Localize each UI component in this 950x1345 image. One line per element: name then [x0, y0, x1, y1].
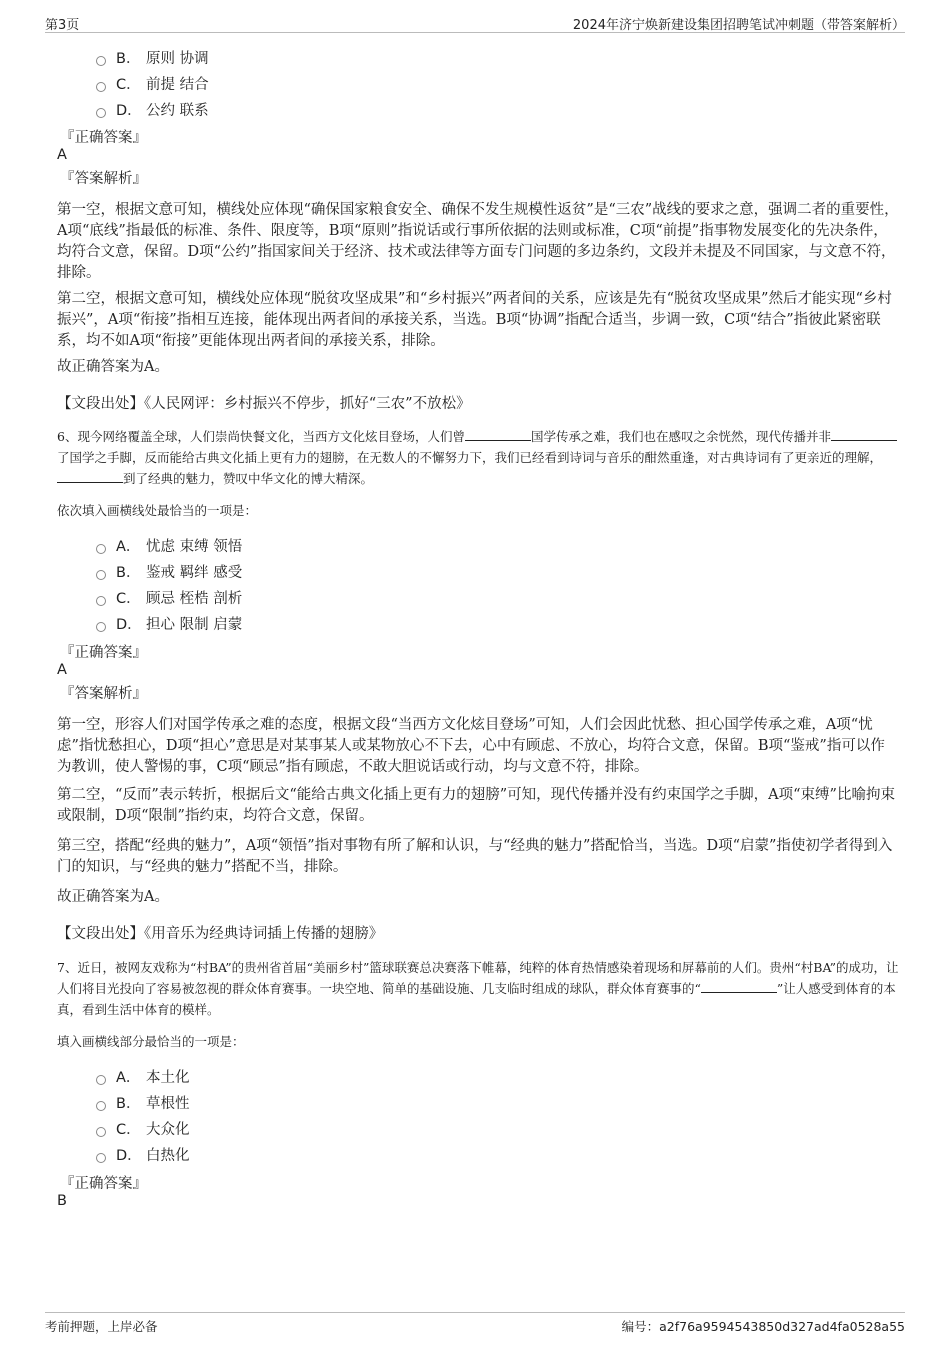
q6-option-d[interactable]: D． 担心 限制 启蒙 [96, 613, 242, 633]
blank-3 [57, 469, 123, 483]
q6-analysis-para-4: 故正确答案为A。 [57, 889, 169, 905]
q6-prompt: 依次填入画横线处最恰当的一项是： [57, 503, 258, 518]
q7-answer: B [57, 1193, 67, 1209]
q7-correct-label: 『正确答案』 [60, 1176, 147, 1192]
q6-correct-label: 『正确答案』 [60, 645, 147, 661]
q6-stem: 6、现今网络覆盖全球，人们崇尚快餐文化，当西方文化炫目登场，人们曾 国学传承之难，我们也在感叹之余恍然，现代传播并非了国学之手脚，反而能给古典文化插上更有力的翅膀，在无数人的不懈努力下，我们已经看到诗词与音乐的酣然重逢，对古典诗词有了更亲近的理解，到了经典的魅力，赞叹中华文化的博大精深。 [57, 426, 900, 489]
blank-2 [831, 427, 897, 441]
radio-icon[interactable] [96, 56, 106, 66]
radio-icon[interactable] [96, 108, 106, 118]
q6-option-a[interactable]: A． 忧虑 束缚 领悟 [96, 535, 242, 555]
q7-option-b[interactable]: B． 草根性 [96, 1092, 190, 1112]
q5-answer: A [57, 147, 67, 163]
q6-source: 【文段出处】《用音乐为经典诗词插上传播的翅膀》 [57, 926, 384, 942]
q5-analysis-label: 『答案解析』 [60, 171, 147, 187]
radio-icon[interactable] [96, 596, 106, 606]
blank-1 [465, 427, 531, 441]
q7-stem: 7、近日，被网友戏称为“村BA”的贵州省首届“美丽乡村”篮球联赛总决赛落下帷幕，纯粹的体育热情感染着现场和屏幕前的人们。贵州“村BA”的成功，让人们将目光投向了容易被忽视的群众体育赛事。一块空地、简单的基础设施、几支临时组成的球队，群众体育赛事的“ ”让人感受到体育的本真，看到生活中体育的模样。 [57, 960, 899, 1017]
radio-icon[interactable] [96, 82, 106, 92]
q7-option-c[interactable]: C． 大众化 [96, 1118, 190, 1138]
blank-1 [701, 979, 777, 993]
q5-option-d[interactable]: D． 公约 联系 [96, 99, 209, 119]
page-number: 第3页 [45, 18, 80, 33]
q6-analysis-para-3: 第三空，搭配“经典的魅力”，A项“领悟”指对事物有所了解和认识，与“经典的魅力”搭配恰当，当选。D项“启蒙”指使初学者得到入门的知识，与“经典的魅力”搭配不当，排除。 [57, 838, 893, 875]
q6-analysis-para-2: 第二空，“反而”表示转折，根据后文“能给古典文化插上更有力的翅膀”可知，现代传播并没有约束国学之手脚，A项“束缚”比喻拘束或限制，D项“限制”指约束，均符合文意，保留。 [57, 787, 895, 824]
q6-answer: A [57, 662, 67, 678]
q5-option-c[interactable]: C． 前提 结合 [96, 73, 209, 93]
radio-icon[interactable] [96, 622, 106, 632]
q6-analysis-label: 『答案解析』 [60, 686, 147, 702]
radio-icon[interactable] [96, 570, 106, 580]
radio-icon[interactable] [96, 1153, 106, 1163]
page-footer [45, 1312, 905, 1337]
q6-option-c[interactable]: C． 顾忌 桎梏 剖析 [96, 587, 242, 607]
q7-option-d[interactable]: D． 白热化 [96, 1144, 190, 1164]
q5-source: 【文段出处】《人民网评：乡村振兴不停步，抓好“三农”不放松》 [57, 396, 471, 412]
q5-analysis-para-3: 故正确答案为A。 [57, 359, 169, 375]
page-header [45, 12, 905, 33]
q6-analysis-para-1: 第一空，形容人们对国学传承之难的态度，根据文段“当西方文化炫目登场”可知，人们会因此忧愁、担心国学传承之难，A项“忧虑”指忧愁担心，D项“担心”意思是对某事某人或某物放心不下去，心中有顾虑、不放心，均符合文意，保留。B项“鉴戒”指可以作为教训，使人警惕的事，C项“顾忌”指有顾虑，不敢大胆说话或行动，均与文意不符，排除。 [57, 717, 885, 775]
q6-option-b[interactable]: B． 鉴戒 羁绊 感受 [96, 561, 242, 581]
q5-analysis-para-2: 第二空，根据文意可知，横线处应体现“脱贫攻坚成果”和“乡村振兴”两者间的关系，应该是先有“脱贫攻坚成果”然后才能实现“乡村振兴”，A项“衔接”指相互连接，能体现出两者间的承接关系，当选。B项“协调”指配合适当，步调一致，C项“结合”指彼此紧密联系，均不如A项“衔接”更能体现出两者间的承接关系，排除。 [57, 291, 892, 349]
q7-prompt: 填入画横线部分最恰当的一项是： [57, 1034, 245, 1049]
q7-option-a[interactable]: A． 本土化 [96, 1066, 190, 1086]
footer-slogan: 考前押题，上岸必备 [45, 1319, 158, 1334]
q5-correct-label: 『正确答案』 [60, 130, 147, 146]
document-code: 编号：a2f76a9594543850d327ad4fa0528a55 [621, 1319, 905, 1334]
radio-icon[interactable] [96, 1127, 106, 1137]
q5-option-b[interactable]: B． 原则 协调 [96, 47, 209, 67]
radio-icon[interactable] [96, 544, 106, 554]
radio-icon[interactable] [96, 1075, 106, 1085]
document-title: 2024年济宁焕新建设集团招聘笔试冲刺题（带答案解析） [572, 18, 905, 33]
q5-analysis-para-1: 第一空，根据文意可知，横线处应体现“确保国家粮食安全、确保不发生规模性返贫”是“三农”战线的要求之意，强调二者的重要性，A项“底线”指最低的标准、条件、限度等，B项“原则”指说话或行事所依据的法则或标准，C项“前提”指事物发展变化的先决条件，均符合文意，保留。D项“公约”指国家间关于经济、技术或法律等方面专门问题的多边条约，文段并未提及不同国家，与文意不符，排除。 [57, 202, 899, 281]
radio-icon[interactable] [96, 1101, 106, 1111]
